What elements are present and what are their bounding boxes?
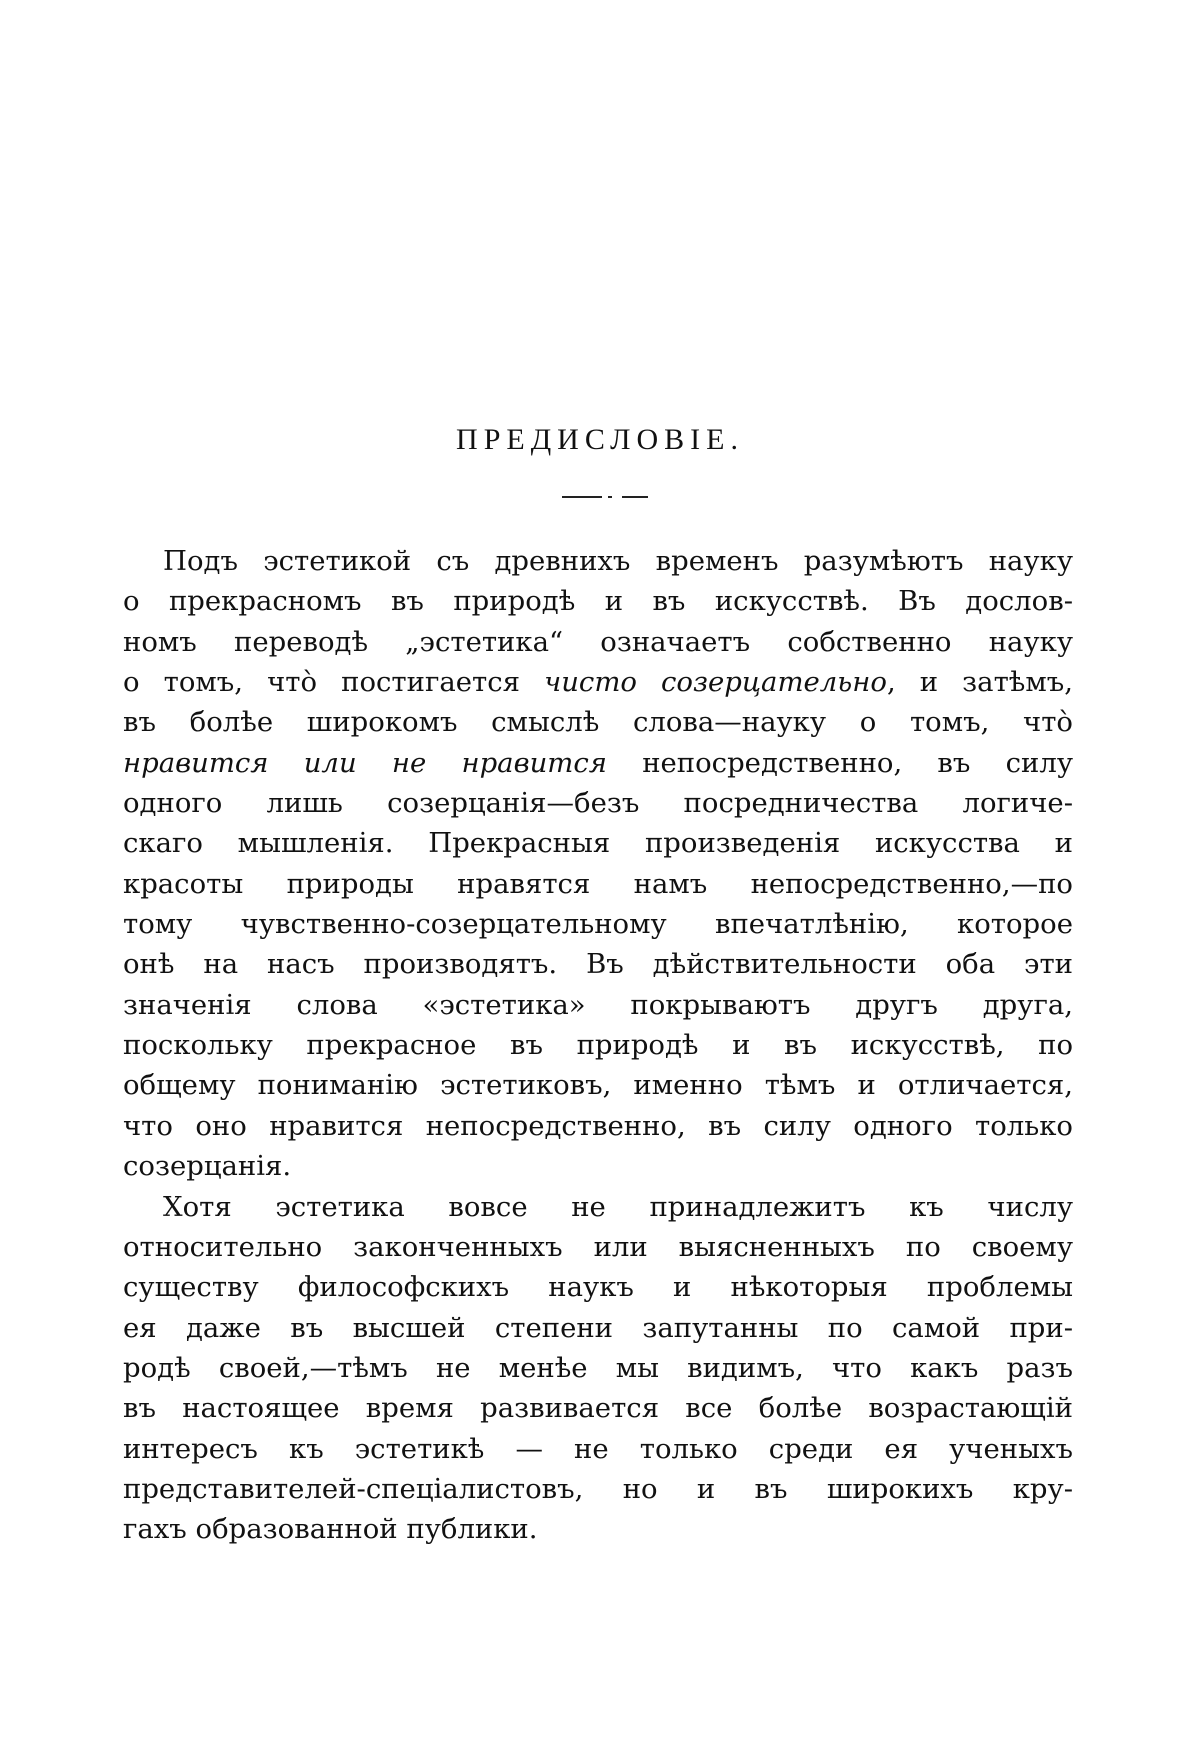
text-line: поскольку прекрасное въ природѣ и въ искусствѣ, по: [123, 1029, 1073, 1062]
paragraph: [123, 1187, 1073, 1550]
emphasis: нравится или не нравится: [123, 746, 607, 779]
divider-segment: [622, 496, 648, 498]
text-line: въ настоящее время развивается все болѣе возрастающій: [123, 1392, 1073, 1425]
divider-segment: [608, 496, 612, 498]
text-line: номъ переводѣ „эстетика“ означаетъ собственно науку: [123, 625, 1073, 658]
text-line: интересъ къ эстетикѣ — не только среди ея ученыхъ: [123, 1432, 1073, 1465]
text-line: существу философскихъ наукъ и нѣкоторыя проблемы: [123, 1271, 1073, 1304]
heading-divider: [562, 496, 650, 500]
divider-segment: [562, 496, 602, 498]
text-line: созерцанія.: [123, 1150, 292, 1183]
emphasis: чисто созерцательно: [544, 666, 887, 699]
text-line: красоты природы нравятся намъ непосредственно,—по: [123, 867, 1073, 900]
text-line: родѣ своей,—тѣмъ не менѣе мы видимъ, что какъ разъ: [123, 1351, 1073, 1384]
text-line: Хотя эстетика вовсе не принадлежитъ къ числу: [163, 1190, 1073, 1223]
text-line: тому чувственно-созерцательному впечатлѣнію, которое: [123, 908, 1073, 941]
preface-text: [123, 541, 1073, 1550]
text-line: въ болѣе широкомъ смыслѣ слова—науку о томъ, что̀: [123, 706, 1073, 739]
text-line: значенія слова «эстетика» покрываютъ другъ друга,: [123, 988, 1073, 1021]
text-line: представителей-спеціалистовъ, но и въ широкихъ кру-: [123, 1472, 1073, 1505]
text-line: одного лишь созерцанія—безъ посредничества логиче-: [123, 787, 1073, 820]
text-line: онѣ на насъ производятъ. Въ дѣйствительности оба эти: [123, 948, 1073, 981]
text-line: общему пониманію эстетиковъ, именно тѣмъ и отличается,: [123, 1069, 1073, 1102]
text-line: Подъ эстетикой съ древнихъ временъ разумѣютъ науку: [163, 545, 1073, 577]
text-line: ея даже въ высшей степени запутанны по самой при-: [123, 1311, 1073, 1344]
text-line: о прекрасномъ въ природѣ и въ искусствѣ. Въ дослов-: [123, 585, 1073, 618]
text-line: о томъ, что̀ постигается чисто созерцательно, и затѣмъ,: [123, 666, 1073, 699]
paragraph: [123, 541, 1073, 1187]
text-line: что оно нравится непосредственно, въ силу одного только: [123, 1109, 1073, 1142]
page-heading: ПРЕДИСЛОВІЕ.: [456, 423, 744, 456]
text-line: относительно законченныхъ или выясненныхъ по своему: [123, 1230, 1073, 1263]
text-line: скаго мышленія. Прекрасныя произведенія искусства и: [123, 827, 1073, 860]
text-line: гахъ образованной публики.: [123, 1513, 538, 1546]
text-line: нравится или не нравится непосредственно, въ силу: [123, 746, 1073, 779]
